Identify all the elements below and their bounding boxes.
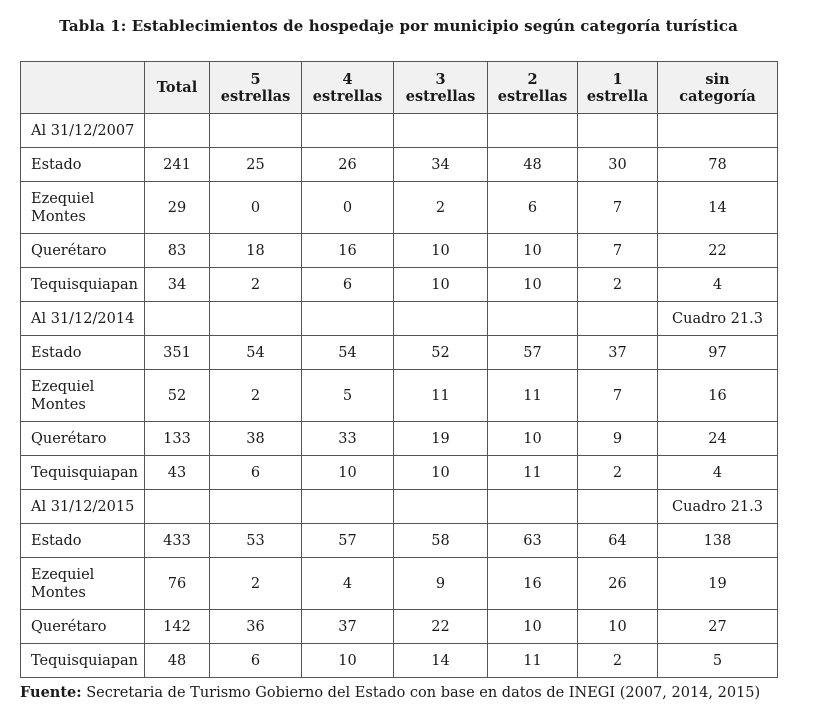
source-note bbox=[20, 684, 760, 701]
header-label: estrellas bbox=[497, 87, 568, 105]
table-cell: 10 bbox=[394, 234, 488, 268]
table-cell: 78 bbox=[658, 148, 778, 182]
header-label: 5 bbox=[250, 70, 261, 88]
table-cell: 2 bbox=[210, 558, 302, 610]
table-cell bbox=[394, 114, 488, 148]
table-cell: 10 bbox=[488, 268, 578, 302]
municipio-label: Ezequiel Montes bbox=[21, 182, 145, 234]
table-cell: 14 bbox=[394, 644, 488, 678]
municipio-label: Estado bbox=[21, 336, 145, 370]
header-label: estrella bbox=[586, 87, 649, 105]
table-cell: 16 bbox=[302, 234, 394, 268]
table-cell: 6 bbox=[488, 182, 578, 234]
table-cell: 10 bbox=[488, 610, 578, 644]
header-cell-2-estrellas bbox=[488, 62, 578, 114]
table-cell: 37 bbox=[578, 336, 658, 370]
municipio-label: Querétaro bbox=[21, 422, 145, 456]
table-title: Tabla 1: Establecimientos de hospedaje por municipio según categoría turística bbox=[59, 17, 738, 35]
table-row bbox=[21, 422, 778, 456]
table-cell bbox=[302, 302, 394, 336]
table-cell: 2 bbox=[394, 182, 488, 234]
table-cell: 33 bbox=[302, 422, 394, 456]
table-cell: 25 bbox=[210, 148, 302, 182]
table-row-period bbox=[21, 114, 778, 148]
municipio-label: Ezequiel Montes bbox=[21, 558, 145, 610]
table-cell: 351 bbox=[145, 336, 210, 370]
header-label: estrellas bbox=[405, 87, 476, 105]
cuadro-note: Cuadro 21.3 bbox=[658, 490, 778, 524]
cuadro-note: Cuadro 21.3 bbox=[658, 302, 778, 336]
municipio-label: Tequisquiapan bbox=[21, 644, 145, 678]
table-cell bbox=[488, 302, 578, 336]
table-cell: 19 bbox=[658, 558, 778, 610]
municipio-label: Estado bbox=[21, 148, 145, 182]
table-cell: 133 bbox=[145, 422, 210, 456]
source-label: Fuente: bbox=[20, 684, 82, 701]
table-cell bbox=[578, 302, 658, 336]
municipio-label: Estado bbox=[21, 524, 145, 558]
table-cell: 52 bbox=[145, 370, 210, 422]
table-cell: 18 bbox=[210, 234, 302, 268]
table-cell: 10 bbox=[394, 456, 488, 490]
table-cell bbox=[578, 490, 658, 524]
table-cell bbox=[578, 114, 658, 148]
header-cell-total bbox=[145, 62, 210, 114]
table-cell: 54 bbox=[210, 336, 302, 370]
table-cell: 37 bbox=[302, 610, 394, 644]
municipio-label: Querétaro bbox=[21, 610, 145, 644]
table-cell: 10 bbox=[488, 234, 578, 268]
table-cell: 241 bbox=[145, 148, 210, 182]
table-cell: 29 bbox=[145, 182, 210, 234]
header-cell-1-estrella bbox=[578, 62, 658, 114]
table-cell: 10 bbox=[302, 456, 394, 490]
table-row bbox=[21, 610, 778, 644]
table-cell: 10 bbox=[302, 644, 394, 678]
header-cell-4-estrellas bbox=[302, 62, 394, 114]
header-label: 3 bbox=[435, 70, 446, 88]
table-cell bbox=[488, 114, 578, 148]
table-cell: 97 bbox=[658, 336, 778, 370]
header-cell-5-estrellas bbox=[210, 62, 302, 114]
header-label: 4 bbox=[342, 70, 353, 88]
table-cell: 9 bbox=[394, 558, 488, 610]
municipio-label: Ezequiel Montes bbox=[21, 370, 145, 422]
table-cell: 38 bbox=[210, 422, 302, 456]
table-row bbox=[21, 336, 778, 370]
header-label: 1 bbox=[612, 70, 623, 88]
table-cell: 11 bbox=[488, 456, 578, 490]
table-cell: 16 bbox=[488, 558, 578, 610]
table-cell: 22 bbox=[658, 234, 778, 268]
table-cell bbox=[302, 490, 394, 524]
period-label: Al 31/12/2015 bbox=[21, 490, 145, 524]
table-cell: 6 bbox=[210, 456, 302, 490]
municipio-label: Tequisquiapan bbox=[21, 456, 145, 490]
table-cell: 10 bbox=[488, 422, 578, 456]
table-cell: 0 bbox=[210, 182, 302, 234]
table-row bbox=[21, 268, 778, 302]
table-row bbox=[21, 148, 778, 182]
table-cell: 53 bbox=[210, 524, 302, 558]
header-label: estrellas bbox=[220, 87, 291, 105]
hospedaje-table bbox=[20, 61, 778, 678]
table-row bbox=[21, 524, 778, 558]
table-cell: 5 bbox=[302, 370, 394, 422]
table-cell: 54 bbox=[302, 336, 394, 370]
table-cell: 142 bbox=[145, 610, 210, 644]
table-cell bbox=[658, 114, 778, 148]
table-cell bbox=[394, 302, 488, 336]
table-cell: 58 bbox=[394, 524, 488, 558]
table-cell: 30 bbox=[578, 148, 658, 182]
table-row bbox=[21, 558, 778, 610]
table-cell: 11 bbox=[488, 644, 578, 678]
table-cell: 2 bbox=[210, 370, 302, 422]
header-label: 2 bbox=[527, 70, 538, 88]
source-text: Secretaria de Turismo Gobierno del Estado con base en datos de INEGI (2007, 2014, 2015) bbox=[81, 685, 761, 701]
table-row-period bbox=[21, 302, 778, 336]
table-cell: 7 bbox=[578, 234, 658, 268]
table-cell: 16 bbox=[658, 370, 778, 422]
table-cell: 11 bbox=[394, 370, 488, 422]
header-cell-blank bbox=[21, 62, 145, 114]
period-label: Al 31/12/2014 bbox=[21, 302, 145, 336]
table-cell bbox=[145, 302, 210, 336]
table-cell: 57 bbox=[302, 524, 394, 558]
table-cell: 6 bbox=[210, 644, 302, 678]
table-cell: 2 bbox=[578, 456, 658, 490]
table-row bbox=[21, 456, 778, 490]
table-cell: 10 bbox=[394, 268, 488, 302]
table-row-period bbox=[21, 490, 778, 524]
table-cell: 63 bbox=[488, 524, 578, 558]
table-cell: 4 bbox=[658, 456, 778, 490]
table-cell: 14 bbox=[658, 182, 778, 234]
table-row bbox=[21, 234, 778, 268]
header-cell-sin-categoria bbox=[658, 62, 778, 114]
table-cell bbox=[394, 490, 488, 524]
table-cell: 2 bbox=[578, 644, 658, 678]
table-cell: 138 bbox=[658, 524, 778, 558]
table-cell bbox=[210, 302, 302, 336]
table-row bbox=[21, 644, 778, 678]
table-cell: 10 bbox=[578, 610, 658, 644]
table-cell: 2 bbox=[210, 268, 302, 302]
table-cell: 433 bbox=[145, 524, 210, 558]
table-cell: 57 bbox=[488, 336, 578, 370]
header-row bbox=[21, 62, 778, 114]
table-cell: 34 bbox=[394, 148, 488, 182]
municipio-label: Tequisquiapan bbox=[21, 268, 145, 302]
table-cell: 34 bbox=[145, 268, 210, 302]
table-cell: 26 bbox=[578, 558, 658, 610]
table-cell: 0 bbox=[302, 182, 394, 234]
table-cell: 2 bbox=[578, 268, 658, 302]
table-cell: 6 bbox=[302, 268, 394, 302]
table-cell: 83 bbox=[145, 234, 210, 268]
header-label: categoría bbox=[679, 87, 756, 105]
header-label: sin bbox=[705, 70, 730, 88]
table-cell: 48 bbox=[488, 148, 578, 182]
table-cell bbox=[145, 490, 210, 524]
table-cell: 7 bbox=[578, 182, 658, 234]
table-cell: 48 bbox=[145, 644, 210, 678]
table-cell: 36 bbox=[210, 610, 302, 644]
table-cell: 26 bbox=[302, 148, 394, 182]
header-cell-3-estrellas bbox=[394, 62, 488, 114]
table-cell: 11 bbox=[488, 370, 578, 422]
table-cell: 24 bbox=[658, 422, 778, 456]
table-cell: 27 bbox=[658, 610, 778, 644]
table-cell: 22 bbox=[394, 610, 488, 644]
table-row bbox=[21, 370, 778, 422]
table-cell bbox=[488, 490, 578, 524]
table-cell: 7 bbox=[578, 370, 658, 422]
table-cell: 19 bbox=[394, 422, 488, 456]
table-cell: 5 bbox=[658, 644, 778, 678]
table-cell bbox=[145, 114, 210, 148]
table-cell: 52 bbox=[394, 336, 488, 370]
municipio-label: Querétaro bbox=[21, 234, 145, 268]
table-cell: 64 bbox=[578, 524, 658, 558]
table-cell bbox=[302, 114, 394, 148]
table-cell: 76 bbox=[145, 558, 210, 610]
table-cell: 9 bbox=[578, 422, 658, 456]
table-row bbox=[21, 182, 778, 234]
table-cell bbox=[210, 114, 302, 148]
table-cell: 43 bbox=[145, 456, 210, 490]
table-cell: 4 bbox=[658, 268, 778, 302]
header-label: Total bbox=[156, 79, 198, 96]
period-label: Al 31/12/2007 bbox=[21, 114, 145, 148]
table-cell bbox=[210, 490, 302, 524]
header-label: estrellas bbox=[312, 87, 383, 105]
table-cell: 4 bbox=[302, 558, 394, 610]
